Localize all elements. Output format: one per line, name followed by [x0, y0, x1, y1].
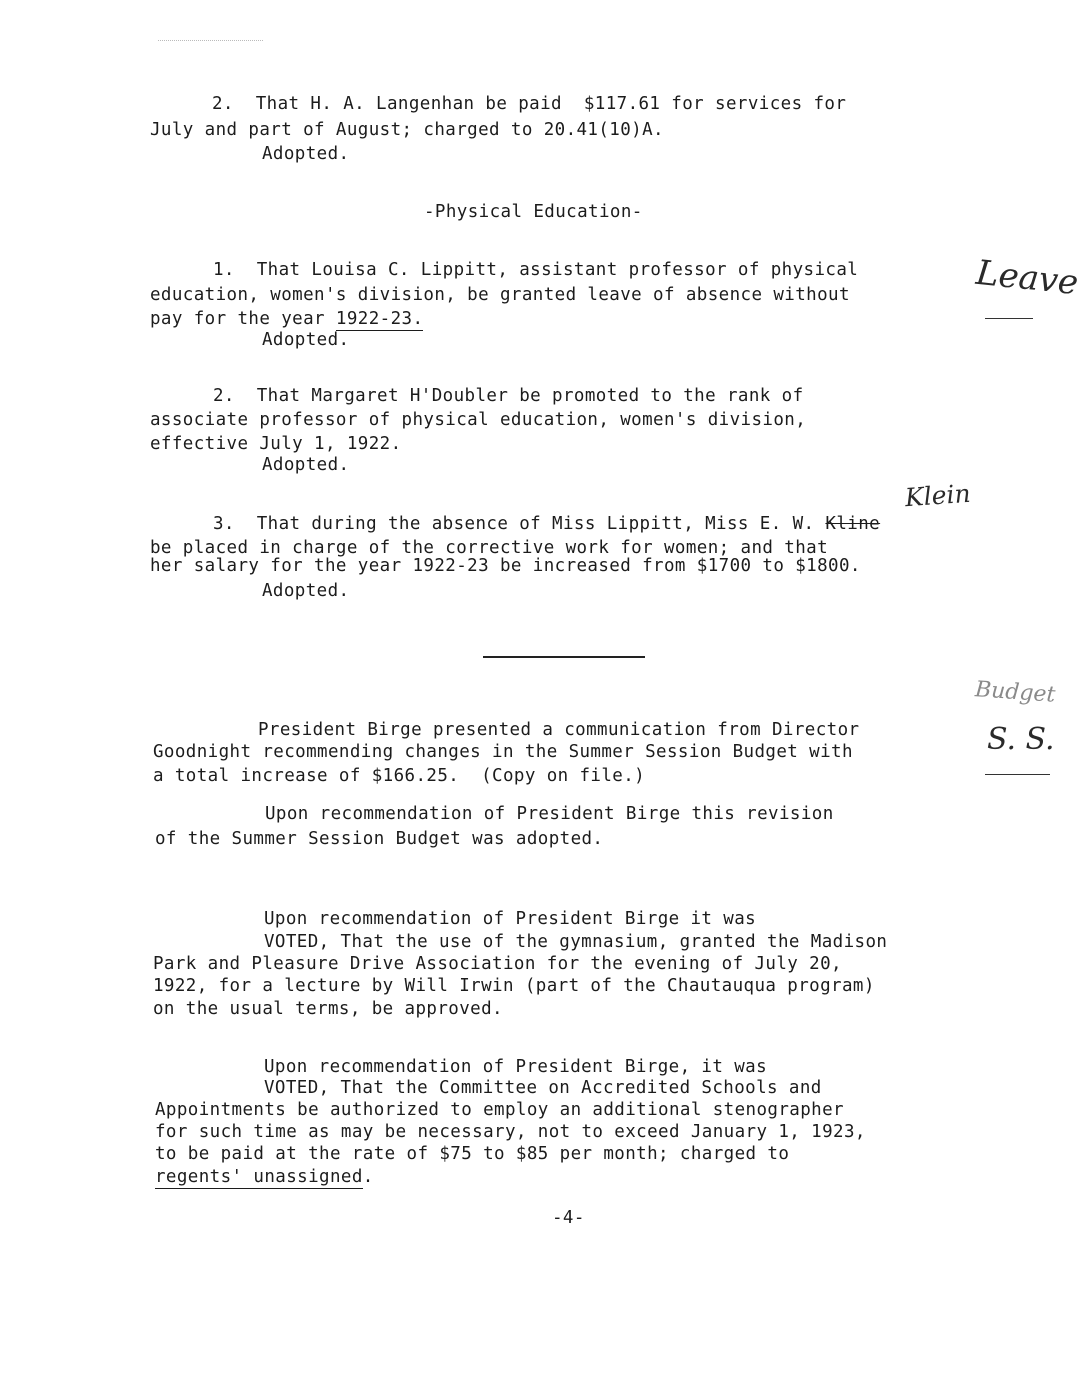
summer-line-3: a total increase of $166.25. (Copy on file.)	[153, 766, 646, 786]
langenhan-adopted: Adopted.	[262, 144, 350, 164]
klein-line-1-text: 3. That during the absence of Miss Lippitt, Miss E. W.	[213, 514, 826, 534]
margin-note-budget: Budget	[974, 677, 1057, 708]
klein-adopted: Adopted.	[262, 581, 350, 601]
klein-line-3: her salary for the year 1922-23 be increased from $1700 to $1800.	[150, 556, 861, 576]
lippitt-year-underlined: 1922-23.	[335, 309, 424, 329]
margin-note-ss: S. S.	[987, 722, 1055, 757]
section-separator	[483, 656, 645, 658]
scan-mark	[158, 40, 263, 41]
margin-note-leave-underline	[985, 318, 1033, 319]
steno-line-6-end: .	[362, 1167, 374, 1187]
summer-line-5: of the Summer Session Budget was adopted.	[155, 829, 604, 849]
page-number: -4-	[552, 1208, 585, 1228]
regents-unassigned-underlined: regents' unassigned	[155, 1167, 363, 1187]
klein-struck-name: Kline	[825, 514, 881, 534]
gym-line-2: VOTED, That the use of the gymnasium, granted the Madison	[264, 932, 888, 952]
klein-line-2: be placed in charge of the corrective work for women; and that	[150, 538, 829, 558]
steno-line-4: for such time as may be necessary, not to exceed January 1, 1923,	[155, 1122, 866, 1142]
langenhan-line-2: July and part of August; charged to 20.41(10)A.	[150, 120, 664, 140]
hdoubler-line-3: effective July 1, 1922.	[150, 434, 402, 454]
section-heading: -Physical Education-	[424, 202, 643, 222]
lippitt-line-2: education, women's division, be granted leave of absence without	[150, 285, 850, 305]
langenhan-line-1: 2. That H. A. Langenhan be paid $117.61 for services for	[212, 94, 847, 114]
steno-line-5: to be paid at the rate of $75 to $85 per month; charged to	[155, 1144, 790, 1164]
margin-note-leave: Leave	[974, 252, 1080, 304]
hdoubler-line-2: associate professor of physical education, women's division,	[150, 410, 807, 430]
steno-line-3: Appointments be authorized to employ an additional stenographer	[155, 1100, 844, 1120]
lippitt-line-3	[150, 308, 423, 330]
hdoubler-line-1: 2. That Margaret H'Doubler be promoted to the rank of	[213, 386, 804, 406]
lippitt-adopted: Adopted.	[262, 330, 350, 350]
hdoubler-adopted: Adopted.	[262, 455, 350, 475]
margin-note-klein: Klein	[904, 478, 972, 513]
gym-line-5: on the usual terms, be approved.	[153, 999, 503, 1019]
lippitt-line-3-text: pay for the year	[150, 309, 336, 329]
steno-line-6	[155, 1166, 374, 1188]
summer-line-1: President Birge presented a communication from Director	[258, 720, 860, 740]
steno-line-1: Upon recommendation of President Birge, it was	[264, 1057, 768, 1077]
steno-line-2: VOTED, That the Committee on Accredited Schools and	[264, 1078, 822, 1098]
summer-line-2: Goodnight recommending changes in the Summer Session Budget with	[153, 742, 853, 762]
summer-line-4: Upon recommendation of President Birge this revision	[265, 804, 834, 824]
margin-note-ss-underline	[985, 774, 1050, 775]
gym-line-3: Park and Pleasure Drive Association for the evening of July 20,	[153, 954, 842, 974]
gym-line-4: 1922, for a lecture by Will Irwin (part of the Chautauqua program)	[153, 976, 875, 996]
klein-line-1	[213, 513, 880, 535]
gym-line-1: Upon recommendation of President Birge it was	[264, 909, 757, 929]
lippitt-line-1: 1. That Louisa C. Lippitt, assistant professor of physical	[213, 260, 859, 280]
